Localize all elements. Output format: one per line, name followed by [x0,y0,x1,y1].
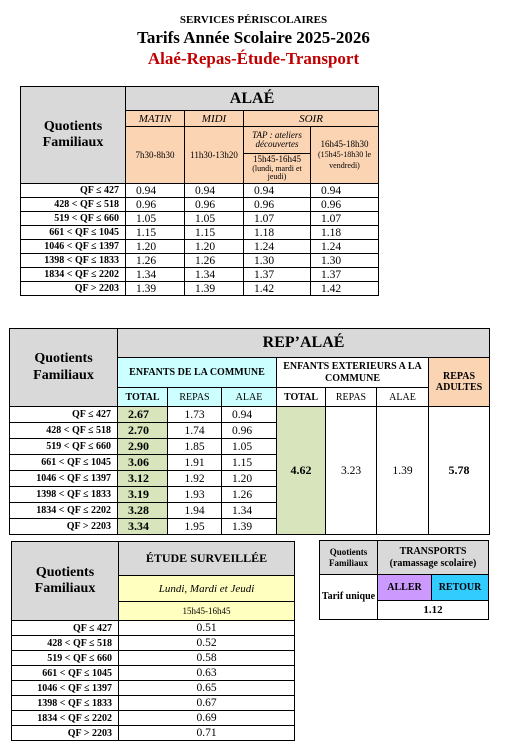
repalae-total-header: TOTAL [118,388,168,407]
repalae-repas-value: 1.73 [168,407,222,423]
alae-soir-value: 0.96 [311,198,379,212]
repalae-alae-value: 1.39 [222,519,277,535]
alae-soir-value: 1.42 [311,282,379,296]
qf-range-label: 1398 < QF ≤ 1833 [21,254,126,268]
alae-matin-value: 1.05 [126,212,185,226]
repalae-repas-value: 1.85 [168,439,222,455]
etude-title: ÉTUDE SURVEILLÉE [119,542,295,576]
qf-range-label: QF > 2203 [10,519,118,535]
table-row [12,666,295,681]
repalae-title: REP’ALAÉ [118,329,490,358]
transport-title: TRANSPORTS [399,545,467,557]
etude-value: 0.52 [119,636,295,651]
alae-matin-value: 1.26 [126,254,185,268]
table-row [21,226,379,240]
services-subtitle: Alaé-Repas-Étude-Transport [147,49,360,68]
repalae-total-value: 2.90 [118,439,168,455]
services-title: SERVICES PÉRISCOLAIRES [179,14,328,26]
table-row [21,268,379,282]
alae-midi-value: 0.94 [185,184,244,198]
etude-value: 0.71 [119,726,295,741]
alae-midi-value: 1.20 [185,240,244,254]
alae-soir-value: 1.18 [311,226,379,240]
repalae-total-value: 3.28 [118,503,168,519]
repalae-alae-header: ALAE [222,388,277,407]
alae-soir-value: 1.30 [311,254,379,268]
alae-tap-value: 1.42 [244,282,311,296]
alae-soir-time [311,127,379,184]
alae-tap-days: (lundi, mardi et jeudi) [252,163,302,182]
etude-qf-header: Quotients Familiaux [12,542,119,621]
transport-subtitle: (ramassage scolaire) [389,557,477,569]
repalae-repas-value: 1.93 [168,487,222,503]
etude-value: 0.58 [119,651,295,666]
repalae-repas-header: REPAS [168,388,222,407]
enfants-commune-header: ENFANTS DE LA COMMUNE [118,358,277,388]
alae-midi-value: 1.15 [185,226,244,240]
transport-qf-header: Quotients Familiaux [320,541,378,575]
alae-midi-value: 1.05 [185,212,244,226]
repalae-repas-value: 1.95 [168,519,222,535]
qf-range-label: QF ≤ 427 [12,621,119,636]
alae-midi-value: 0.96 [185,198,244,212]
ext-repas-value: 3.23 [326,407,377,535]
repalae-total-value: 3.34 [118,519,168,535]
alae-soir-value: 1.24 [311,240,379,254]
repalae-alae-value: 1.34 [222,503,277,519]
qf-range-label: 1834 < QF ≤ 2202 [12,711,119,726]
alae-matin-value: 1.39 [126,282,185,296]
alae-tap-value: 0.96 [244,198,311,212]
repalae-alae-value: 1.15 [222,455,277,471]
alae-matin-value: 1.15 [126,226,185,240]
repalae-alae-value: 0.96 [222,423,277,439]
repalae-repas-value: 1.74 [168,423,222,439]
table-row [10,407,490,423]
table-row [12,726,295,741]
enfants-ext-header: ENFANTS EXTERIEURS A LA COMMUNE [277,358,429,388]
transport-aller: ALLER [378,575,432,601]
tarifs-title: Tarifs Année Scolaire 2025-2026 [137,28,370,47]
etude-table [11,541,295,741]
table-row [12,696,295,711]
repalae-alae-value: 1.05 [222,439,277,455]
table-row [12,636,295,651]
alae-soir-header: SOIR [244,111,379,127]
alae-tap-value: 1.24 [244,240,311,254]
repalae-repas-value: 1.92 [168,471,222,487]
repalae-total-value: 3.12 [118,471,168,487]
ext-repas-header: REPAS [326,388,377,407]
repalae-alae-value: 0.94 [222,407,277,423]
table-row [21,212,379,226]
repalae-qf-header: Quotients Familiaux [10,329,118,407]
qf-range-label: 519 < QF ≤ 660 [21,212,126,226]
qf-range-label: QF ≤ 427 [21,184,126,198]
alae-matin-time: 7h30-8h30 [126,127,185,184]
table-row [21,184,379,198]
qf-range-label: 661 < QF ≤ 1045 [12,666,119,681]
qf-range-label: 1046 < QF ≤ 1397 [10,471,118,487]
transport-tarif-label: Tarif unique [320,575,378,620]
ext-alae-header: ALAE [377,388,429,407]
qf-range-label: 428 < QF ≤ 518 [21,198,126,212]
alae-tap-value: 0.94 [244,184,311,198]
repalae-repas-value: 1.91 [168,455,222,471]
alae-matin-value: 1.34 [126,268,185,282]
alae-matin-header: MATIN [126,111,185,127]
repalae-total-value: 2.70 [118,423,168,439]
alae-midi-value: 1.26 [185,254,244,268]
qf-range-label: QF > 2203 [21,282,126,296]
qf-range-label: 1398 < QF ≤ 1833 [12,696,119,711]
qf-range-label: 661 < QF ≤ 1045 [10,455,118,471]
transport-header [378,541,489,575]
ext-total-header: TOTAL [277,388,326,407]
qf-range-label: QF ≤ 427 [10,407,118,423]
qf-range-label: 1398 < QF ≤ 1833 [10,487,118,503]
table-row [21,240,379,254]
alae-midi-time: 11h30-13h20 [185,127,244,184]
repas-adultes-header: REPAS ADULTES [429,358,490,407]
table-row [12,681,295,696]
transport-table [319,540,489,620]
alae-tap-value: 1.37 [244,268,311,282]
table-row [21,198,379,212]
etude-value: 0.51 [119,621,295,636]
qf-range-label: 661 < QF ≤ 1045 [21,226,126,240]
etude-time: 15h45-16h45 [119,602,295,621]
table-row [21,254,379,268]
repalae-total-value: 3.19 [118,487,168,503]
qf-range-label: 1046 < QF ≤ 1397 [21,240,126,254]
etude-value: 0.63 [119,666,295,681]
alae-tap-hours: 15h45-16h45 [253,154,301,165]
repalae-total-value: 2.67 [118,407,168,423]
alae-soir-value: 0.94 [311,184,379,198]
alae-table [20,86,379,296]
repalae-table [9,328,490,535]
alae-qf-header: Quotients Familiaux [21,87,126,184]
etude-value: 0.65 [119,681,295,696]
ext-alae-value: 1.39 [377,407,429,535]
alae-midi-header: MIDI [185,111,244,127]
alae-soir-time-main: 16h45-18h30 [320,138,369,149]
alae-tap-value: 1.07 [244,212,311,226]
ext-total-value: 4.62 [277,407,326,535]
alae-matin-value: 0.94 [126,184,185,198]
etude-value: 0.67 [119,696,295,711]
qf-range-label: 1834 < QF ≤ 2202 [21,268,126,282]
etude-value: 0.69 [119,711,295,726]
etude-days: Lundi, Mardi et Jeudi [119,576,295,602]
repalae-repas-value: 1.94 [168,503,222,519]
alae-title: ALAÉ [126,87,379,111]
repas-adultes-value: 5.78 [429,407,490,535]
qf-range-label: 428 < QF ≤ 518 [10,423,118,439]
alae-matin-value: 0.96 [126,198,185,212]
repalae-alae-value: 1.20 [222,471,277,487]
alae-midi-value: 1.34 [185,268,244,282]
qf-range-label: 519 < QF ≤ 660 [12,651,119,666]
alae-soir-time-friday: (15h45-18h30 le vendredi) [317,150,372,170]
alae-tap-title: TAP : ateliers découvertes [244,127,311,154]
table-row [12,651,295,666]
qf-range-label: QF > 2203 [12,726,119,741]
table-row [21,282,379,296]
qf-range-label: 428 < QF ≤ 518 [12,636,119,651]
transport-value: 1.12 [378,601,489,620]
table-row [12,711,295,726]
qf-range-label: 1834 < QF ≤ 2202 [10,503,118,519]
repalae-alae-value: 1.26 [222,487,277,503]
qf-range-label: 1046 < QF ≤ 1397 [12,681,119,696]
alae-soir-value: 1.07 [311,212,379,226]
table-row [12,621,295,636]
qf-range-label: 519 < QF ≤ 660 [10,439,118,455]
alae-tap-time [244,154,311,184]
alae-tap-value: 1.30 [244,254,311,268]
alae-midi-value: 1.39 [185,282,244,296]
repalae-total-value: 3.06 [118,455,168,471]
alae-tap-value: 1.18 [244,226,311,240]
alae-matin-value: 1.20 [126,240,185,254]
alae-soir-value: 1.37 [311,268,379,282]
transport-retour: RETOUR [432,575,489,601]
